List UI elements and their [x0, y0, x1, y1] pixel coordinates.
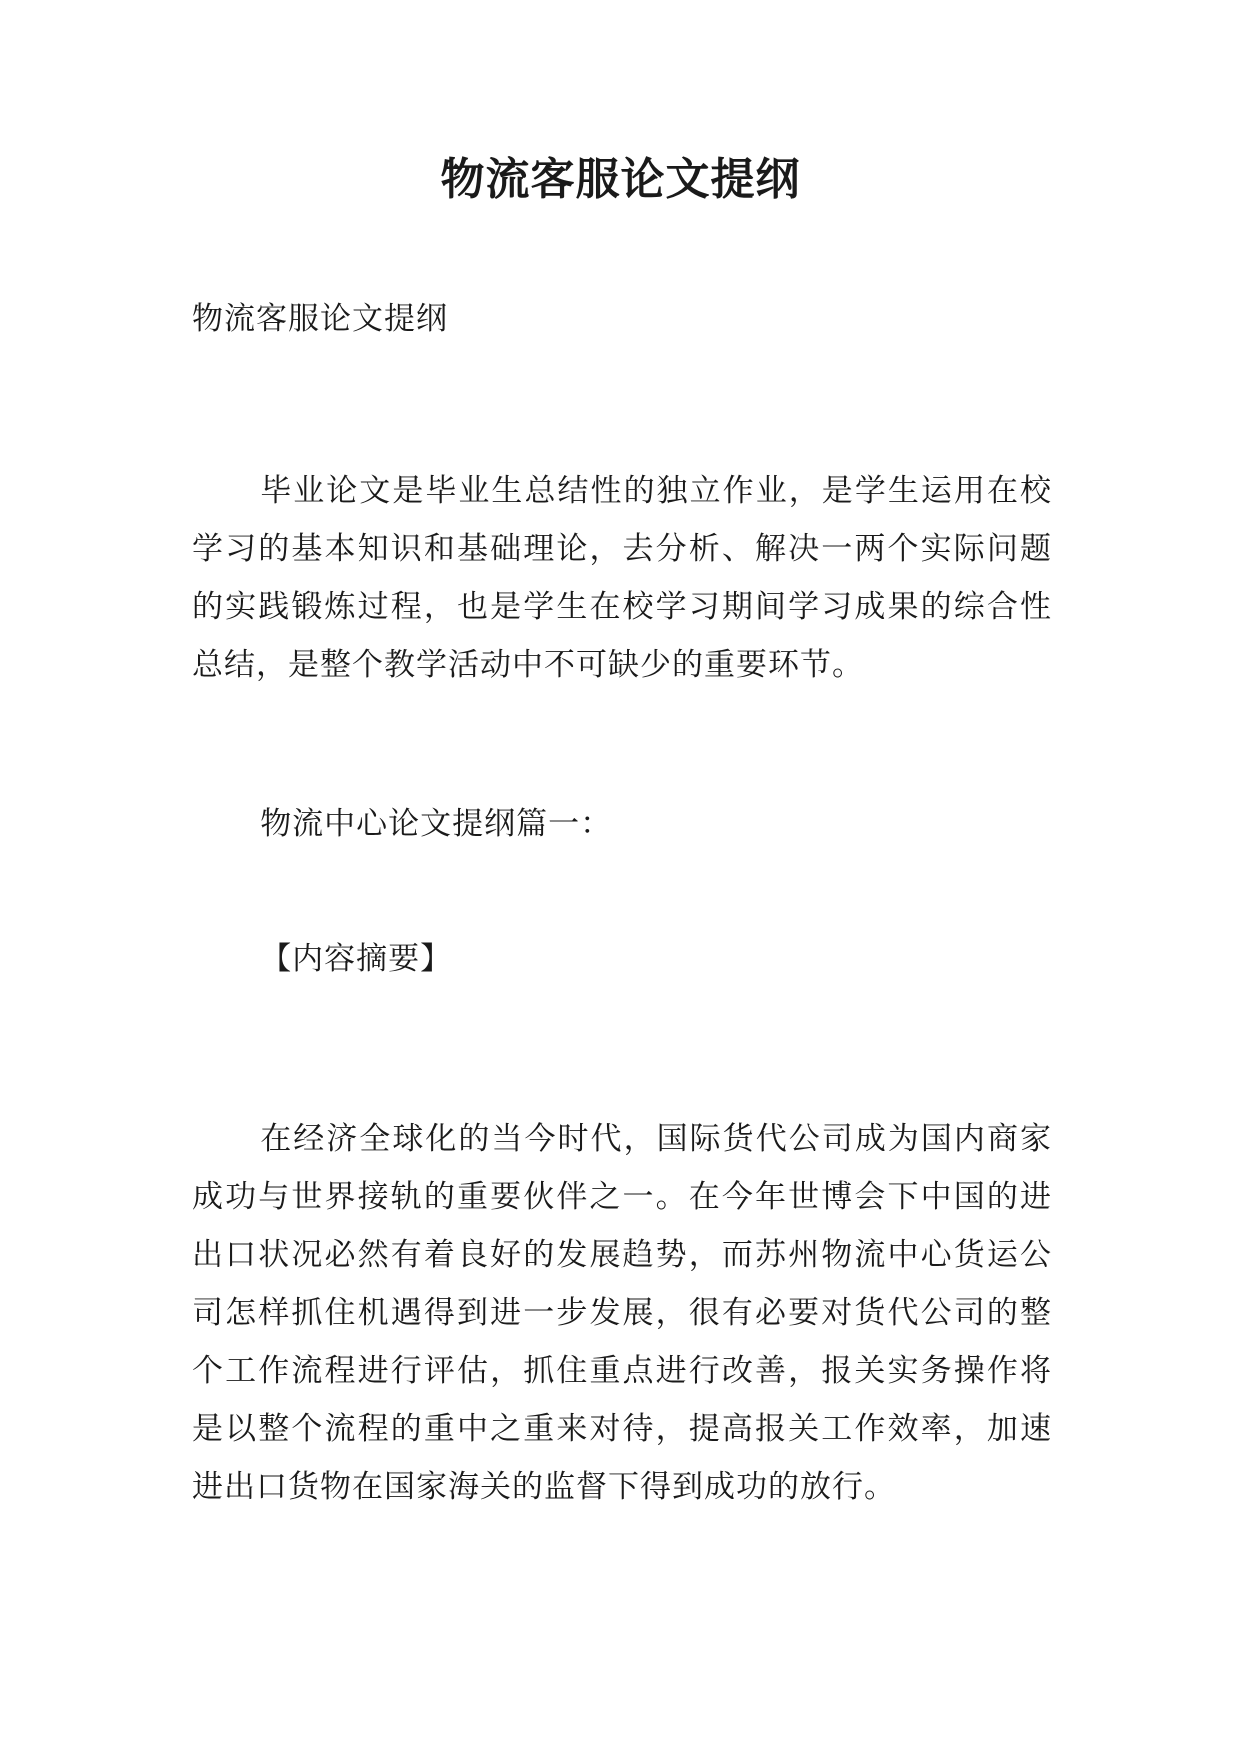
document-subtitle: 物流客服论文提纲	[192, 301, 448, 337]
abstract-paragraph: 在经济全球化的当今时代，国际货代公司成为国内商家成功与世界接轨的重要伙伴之一。在今年世博会下中国的进出口状况必然有着良好的发展趋势，而苏州物流中心货运公司怎样抓住机遇得到进一步发展，很有必要对货代公司的整个工作流程进行评估，抓住重点进行改善，报关实务操作将是以整个流程的重中之重来对待，提高报关工作效率，加速进出口货物在国家海关的监督下得到成功的放行。	[192, 1121, 1052, 1505]
abstract-heading: 【内容摘要】	[260, 941, 453, 977]
document-title: 物流客服论文提纲	[440, 154, 801, 205]
intro-paragraph: 毕业论文是毕业生总结性的独立作业，是学生运用在校学习的基本知识和基础理论，去分析、解决一两个实际问题的实践锻炼过程，也是学生在校学习期间学习成果的综合性总结，是整个教学活动中不可缺少的重要环节。	[192, 473, 1052, 683]
section-heading: 物流中心论文提纲篇一：	[260, 806, 613, 842]
